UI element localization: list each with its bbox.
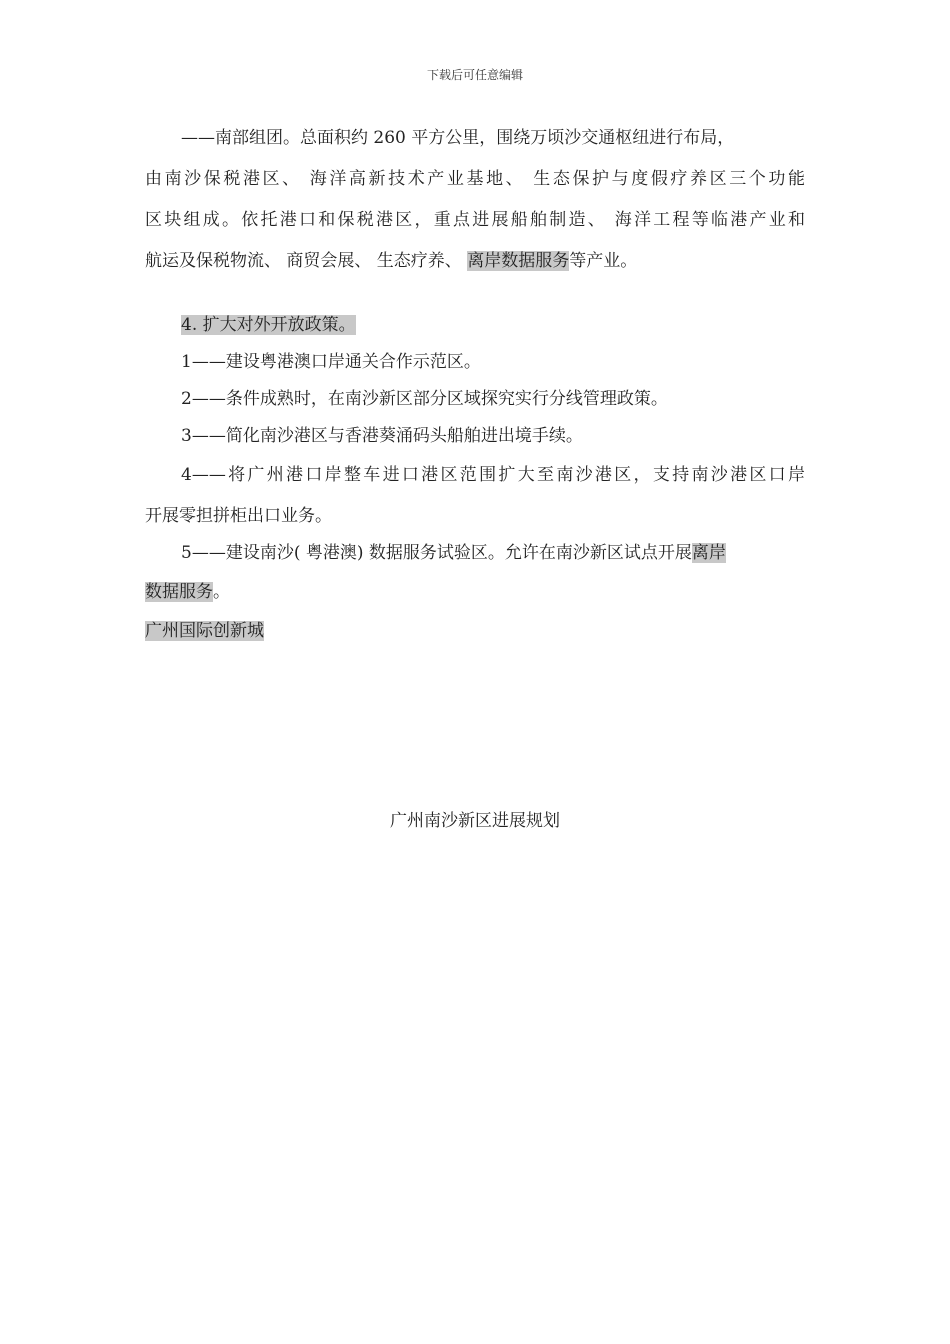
section-heading: [181, 313, 356, 337]
page-header: 下载后可任意编辑: [426, 68, 523, 82]
highlighted-text: 离岸数据服务: [467, 251, 570, 271]
list-item-continuation: 开展零担拼柜出口业务。: [145, 506, 332, 526]
text-run: 航运及保税物流、 商贸会展、 生态疗养、: [145, 251, 468, 271]
highlighted-subheading: 广州国际创新城: [145, 621, 264, 641]
list-item: 2——条件成熟时，在南沙新区部分区域探究实行分线管理政策。: [181, 389, 668, 409]
list-item-continuation: [145, 580, 230, 604]
text-run: 5——建设南沙( 粤港澳) 数据服务试验区。允许在南沙新区试点开展: [181, 543, 692, 563]
list-item: 4——将广州港口岸整车进口港区范围扩大至南沙港区，支持南沙港区口岸: [181, 465, 805, 485]
paragraph-line: 区块组成。依托港口和保税港区，重点进展船舶制造、 海洋工程等临港产业和: [145, 210, 805, 230]
highlighted-text: 数据服务: [145, 582, 213, 602]
list-item: [181, 541, 726, 565]
document-title: 广州南沙新区进展规划: [390, 811, 560, 831]
list-item: 1——建设粤港澳口岸通关合作示范区。: [181, 352, 481, 372]
highlighted-text: 离岸: [691, 543, 726, 563]
highlighted-heading: 4. 扩大对外开放政策。: [181, 315, 356, 335]
text-run: 等产业。: [569, 251, 638, 271]
paragraph-line: 由南沙保税港区、 海洋高新技术产业基地、 生态保护与度假疗养区三个功能: [145, 169, 805, 189]
paragraph-line: ——南部组团。总面积约 260 平方公里，围绕万顷沙交通枢纽进行布局，: [181, 128, 735, 148]
paragraph-line: [145, 249, 637, 273]
list-item: 3——简化南沙港区与香港葵涌码头船舶进出境手续。: [181, 426, 583, 446]
text-run: 。: [213, 582, 230, 602]
subheading: [145, 619, 264, 643]
